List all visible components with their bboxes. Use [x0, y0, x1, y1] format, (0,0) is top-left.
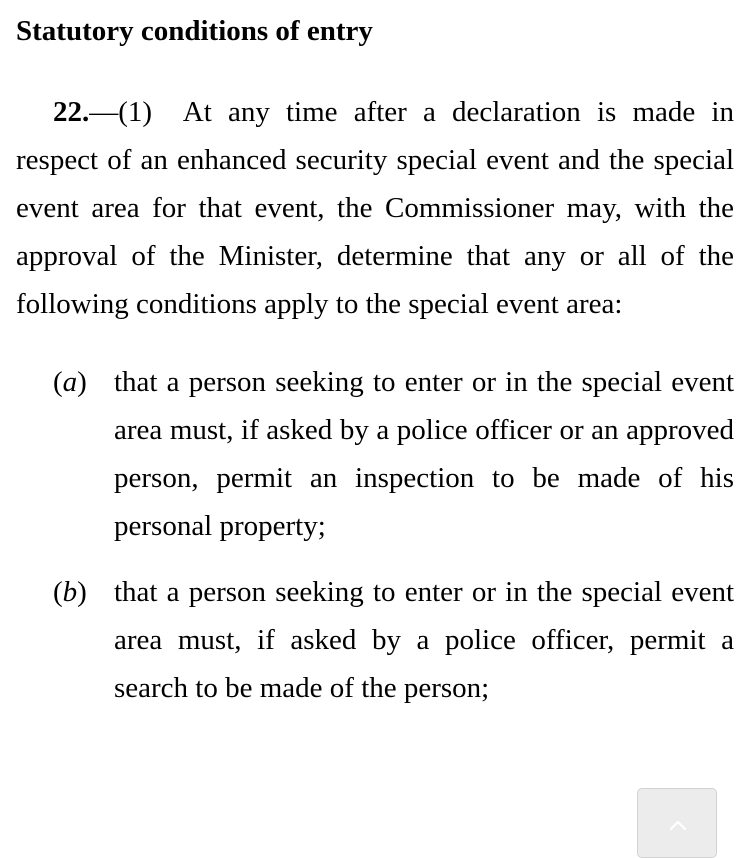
condition-item-a [16, 358, 734, 550]
subsection-number: —(1) [89, 96, 153, 128]
document-page [16, 0, 734, 730]
subsection-text: At any time after a declaration is made in respect of an enhanced security special event and the special event area for that event, the Commissioner may, with the approval of the Minister, determine that any or all of the following conditions apply to the special event area: [16, 96, 734, 320]
scroll-to-top-button[interactable] [637, 788, 717, 858]
subsection-paragraph [16, 88, 734, 328]
condition-label: (b) [53, 576, 87, 608]
section-number: 22. [53, 96, 90, 128]
condition-label: (a) [53, 366, 87, 398]
chevron-up-icon [669, 819, 687, 831]
section-heading: Statutory conditions of entry [16, 15, 373, 47]
condition-item-b [16, 568, 734, 712]
condition-text: that a person seeking to enter or in the special event area must, if asked by a police officer, permit a search to be made of the person; [114, 576, 734, 704]
condition-text: that a person seeking to enter or in the special event area must, if asked by a police officer or an approved person, permit an inspection to be made of his personal property; [114, 366, 734, 542]
condition-list [16, 358, 734, 712]
